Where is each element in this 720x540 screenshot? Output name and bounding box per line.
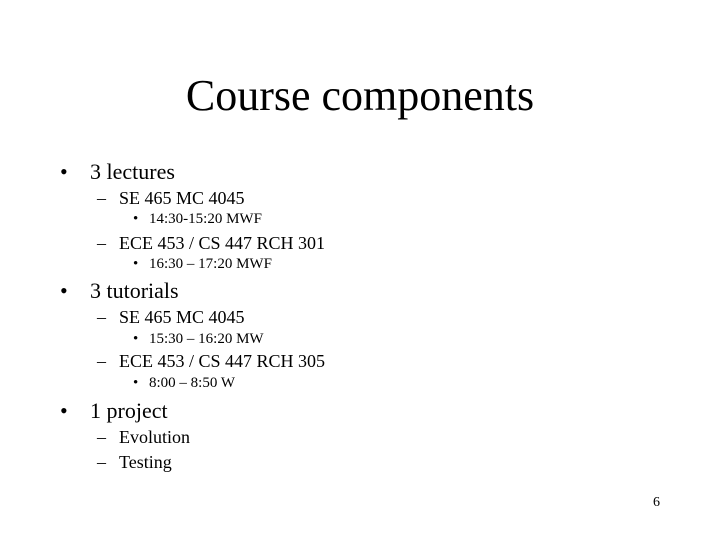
sub-item	[97, 350, 325, 372]
dash-marker: –	[97, 188, 106, 208]
sub-sub-item	[133, 255, 272, 273]
schedule-time: 15:30 – 16:20 MW	[149, 331, 264, 347]
dash-marker: –	[97, 351, 106, 371]
bullet-marker: •	[133, 256, 139, 272]
dash-marker: –	[97, 452, 106, 472]
sub-item	[97, 451, 172, 473]
bullet-item	[60, 159, 175, 185]
sub-item	[97, 306, 245, 328]
page-number: 6	[653, 495, 660, 510]
sub-sub-item	[133, 330, 264, 348]
sub-item-label: ECE 453 / CS 447 RCH 305	[119, 351, 326, 371]
sub-item	[97, 426, 190, 448]
bullet-marker: •	[60, 398, 68, 423]
bullet-label: 1 project	[90, 398, 168, 423]
dash-marker: –	[97, 233, 106, 253]
schedule-time: 16:30 – 17:20 MWF	[149, 256, 272, 272]
sub-item-label: SE 465 MC 4045	[119, 307, 245, 327]
sub-item-label: Testing	[119, 452, 172, 472]
sub-item	[97, 232, 325, 254]
bullet-label: 3 lectures	[90, 159, 175, 184]
sub-sub-item	[133, 210, 262, 228]
sub-sub-item	[133, 374, 235, 392]
dash-marker: –	[97, 427, 106, 447]
bullet-marker: •	[133, 211, 139, 227]
slide-title: Course components	[185, 71, 535, 120]
schedule-time: 8:00 – 8:50 W	[149, 375, 235, 391]
sub-item-label: ECE 453 / CS 447 RCH 301	[119, 233, 326, 253]
bullet-item	[60, 398, 168, 424]
sub-item-label: SE 465 MC 4045	[119, 188, 245, 208]
bullet-marker: •	[60, 159, 68, 184]
bullet-label: 3 tutorials	[90, 278, 179, 303]
sub-item	[97, 187, 245, 209]
schedule-time: 14:30-15:20 MWF	[149, 211, 262, 227]
bullet-marker: •	[60, 278, 68, 303]
bullet-item	[60, 278, 179, 304]
sub-item-label: Evolution	[119, 427, 190, 447]
bullet-marker: •	[133, 375, 139, 391]
bullet-marker: •	[133, 331, 139, 347]
dash-marker: –	[97, 307, 106, 327]
